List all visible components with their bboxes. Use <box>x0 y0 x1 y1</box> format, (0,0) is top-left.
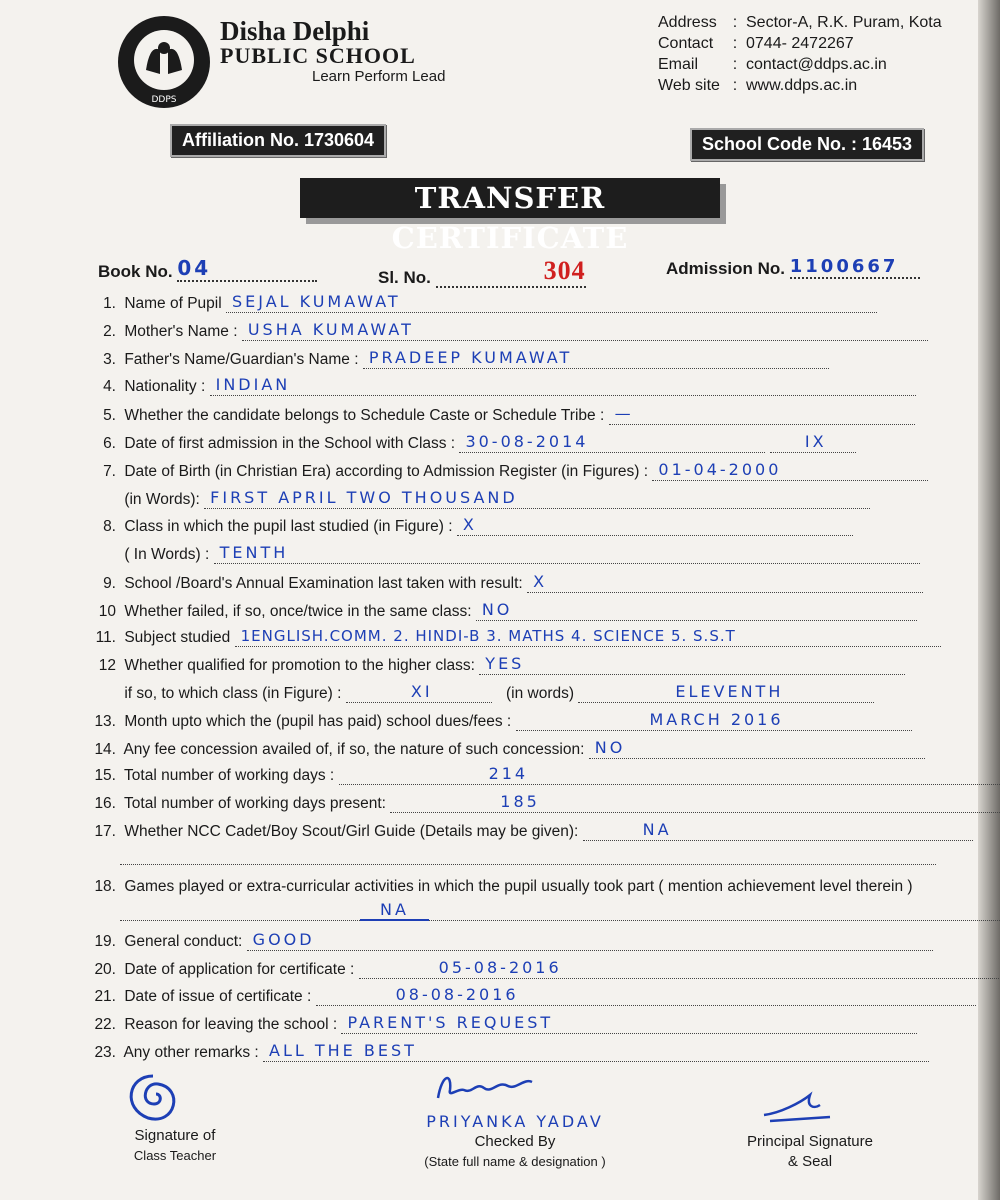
field-value: 05-08-2016 <box>438 958 562 977</box>
field-number: 12 <box>98 657 116 674</box>
field-label: Total number of working days : <box>124 767 335 784</box>
field-failed <box>80 600 940 621</box>
contact-row: Web site : www.ddps.ac.in <box>658 77 858 94</box>
field-fee-concession <box>80 738 940 759</box>
principal-signature <box>730 1132 890 1172</box>
field-number: 9. <box>103 575 116 592</box>
field-ncc-continuation <box>120 846 936 865</box>
signature-label: Class Teacher <box>133 1148 217 1163</box>
field-games-continuation <box>120 900 1000 921</box>
field-number: 14. <box>94 741 116 758</box>
field-label: Father's Name/Guardian's Name : <box>124 351 359 368</box>
field-value: NO <box>481 600 513 619</box>
scan-edge <box>978 0 1000 1200</box>
book-no <box>98 256 317 282</box>
admission-no-value: 1100667 <box>789 256 899 277</box>
contact-label: Web site <box>658 77 720 94</box>
field-label: Whether NCC Cadet/Boy Scout/Girl Guide (Details may be given): <box>124 823 579 840</box>
signature-label: & Seal <box>787 1153 833 1170</box>
field-value: ELEVENTH <box>675 682 784 701</box>
field-label: Nationality : <box>124 378 206 395</box>
field-number: 5. <box>103 407 116 424</box>
field-annual-exam <box>80 572 940 593</box>
contact-value: contact@ddps.ac.in <box>746 56 887 73</box>
field-last-class <box>80 515 940 536</box>
field-working-days <box>80 764 940 785</box>
contact-row: Contact : 0744- 2472267 <box>658 35 854 52</box>
school-name-line2: PUBLIC SCHOOL <box>220 43 416 68</box>
field-value: 30-08-2014 <box>465 432 589 451</box>
field-label: Any other remarks : <box>123 1044 259 1061</box>
contact-value: 0744- 2472267 <box>746 35 854 52</box>
field-label: Name of Pupil <box>124 295 222 312</box>
school-name <box>220 18 445 85</box>
admission-no-label: Admission No. <box>666 259 786 278</box>
principal-signature-mark <box>760 1085 840 1125</box>
field-issue-date <box>80 985 940 1006</box>
field-value: FIRST APRIL TWO THOUSAND <box>210 488 518 507</box>
signature-note: (State full name & designation ) <box>424 1154 606 1169</box>
field-promotion-class <box>80 682 940 703</box>
field-value: PARENT'S REQUEST <box>347 1013 554 1032</box>
field-label: Date of issue of certificate : <box>124 988 312 1005</box>
field-dob-figures <box>80 460 940 481</box>
field-value: NO <box>594 738 626 757</box>
field-promotion <box>80 654 940 675</box>
field-number: 22. <box>94 1016 116 1033</box>
field-value: SEJAL KUMAWAT <box>231 292 401 311</box>
field-leaving-reason <box>80 1013 940 1034</box>
contact-label: Email <box>658 56 699 73</box>
field-number: 23. <box>94 1044 116 1061</box>
contact-value: www.ddps.ac.in <box>746 77 858 94</box>
field-label: Class in which the pupil last studied (in Figure) : <box>124 518 453 535</box>
field-value: TENTH <box>219 543 289 562</box>
logo-text: DDPS <box>151 95 177 105</box>
field-number: 16. <box>94 795 116 812</box>
field-value: INDIAN <box>215 375 291 394</box>
admission-no <box>666 256 920 279</box>
field-subjects <box>80 627 940 647</box>
contact-row: Email : contact@ddps.ac.in <box>658 56 887 73</box>
field-class-value: IX <box>804 432 827 451</box>
field-value: XI <box>410 682 433 701</box>
field-label: Reason for leaving the school : <box>124 1016 338 1033</box>
school-logo <box>116 14 212 110</box>
serial-no-value: 304 <box>543 256 586 285</box>
field-first-admission <box>80 432 940 453</box>
contact-label: Contact <box>658 35 714 52</box>
field-label: Date of Birth (in Christian Era) according to Admission Register (in Figures) : <box>124 463 649 480</box>
field-number: 15. <box>94 767 116 784</box>
field-label: (in words) <box>506 685 575 702</box>
field-father-name <box>80 348 940 369</box>
field-value: X <box>462 515 477 534</box>
book-no-label: Book No. <box>98 262 173 281</box>
field-value: X <box>533 572 548 591</box>
field-number: 2. <box>103 323 116 340</box>
signature-label: Checked By <box>474 1133 556 1150</box>
field-value: 185 <box>500 792 540 811</box>
field-number: 13. <box>94 713 116 730</box>
book-no-value: 04 <box>177 256 212 280</box>
field-value: PRADEEP KUMAWAT <box>368 348 573 367</box>
field-label: (in Words): <box>124 491 200 508</box>
field-remarks <box>80 1041 940 1062</box>
field-value: 08-08-2016 <box>395 985 519 1004</box>
field-value: ALL THE BEST <box>269 1041 417 1060</box>
field-number: 19. <box>94 933 116 950</box>
field-label: Total number of working days present: <box>124 795 386 812</box>
field-number: 7. <box>103 463 116 480</box>
field-number: 8. <box>103 518 116 535</box>
field-label: Whether failed, if so, once/twice in the same class: <box>124 603 472 620</box>
contact-value: Sector-A, R.K. Puram, Kota <box>746 14 942 31</box>
field-days-present <box>80 792 940 813</box>
field-number: 11. <box>95 629 116 646</box>
contact-row: Address : Sector-A, R.K. Puram, Kota <box>658 14 942 31</box>
field-pupil-name <box>80 292 940 313</box>
field-number: 20. <box>94 961 116 978</box>
field-label: Games played or extra-curricular activities in which the pupil usually took part ( mention achievement level therein ) <box>124 878 913 895</box>
signature-label: Principal Signature <box>747 1133 873 1150</box>
class-teacher-signature <box>120 1126 230 1166</box>
field-label: Date of application for certificate : <box>124 961 355 978</box>
field-number: 4. <box>103 378 116 395</box>
certificate-title: TRANSFER CERTIFICATE <box>300 178 720 218</box>
field-label: if so, to which class (in Figure) : <box>124 685 342 702</box>
field-dob-words <box>80 488 940 509</box>
field-label: ( In Words) : <box>124 546 210 563</box>
field-value: 01-04-2000 <box>658 460 782 479</box>
field-mother-name <box>80 320 940 341</box>
school-code-badge: School Code No. : 16453 <box>690 128 924 161</box>
field-value: MARCH 2016 <box>649 710 784 729</box>
school-name-line1: Disha Delphi <box>220 16 370 46</box>
field-number: 3. <box>103 351 116 368</box>
contact-label: Address <box>658 14 717 31</box>
field-nationality <box>80 375 940 396</box>
field-games <box>80 878 940 896</box>
field-label: Mother's Name : <box>124 323 238 340</box>
class-teacher-signature-mark <box>118 1068 188 1130</box>
field-value: NA <box>360 900 429 921</box>
field-number: 6. <box>103 435 116 452</box>
field-label: Date of first admission in the School with Class : <box>124 435 456 452</box>
signature-label: Signature of <box>134 1127 216 1144</box>
field-value: USHA KUMAWAT <box>247 320 414 339</box>
field-number: 1. <box>103 295 116 312</box>
checker-name: PRIYANKA YADAV <box>426 1112 604 1131</box>
field-ncc <box>80 820 940 841</box>
serial-no-label: Sl. No. <box>378 268 431 287</box>
field-label: School /Board's Annual Examination last taken with result: <box>124 575 523 592</box>
field-label: Whether the candidate belongs to Schedule Caste or Schedule Tribe : <box>124 407 605 424</box>
field-value: YES <box>485 654 525 673</box>
field-value: GOOD <box>252 930 315 949</box>
checker-signature-mark <box>428 1068 548 1108</box>
field-dues-paid <box>80 710 940 731</box>
field-label: General conduct: <box>124 933 243 950</box>
field-value: 214 <box>488 764 529 783</box>
field-caste <box>80 404 940 425</box>
field-number: 18. <box>94 878 116 895</box>
field-value: 1ENGLISH.COMM. 2. HINDI-B 3. MATHS 4. SCIENCE 5. S.S.T <box>240 627 736 645</box>
field-label: Subject studied <box>124 629 231 646</box>
serial-no <box>378 256 586 288</box>
field-last-class-words <box>80 543 940 564</box>
school-tagline: Learn Perform Lead <box>312 68 446 85</box>
field-number: 17. <box>94 823 116 840</box>
field-label: Whether qualified for promotion to the higher class: <box>124 657 475 674</box>
field-label: Any fee concession availed of, if so, the nature of such concession: <box>123 741 585 758</box>
affiliation-badge: Affiliation No. 1730604 <box>170 124 386 157</box>
checked-by-signature <box>390 1112 640 1172</box>
field-value: NA <box>642 820 672 839</box>
field-number: 21. <box>94 988 116 1005</box>
field-number: 10 <box>98 603 116 620</box>
field-application-date <box>80 958 940 979</box>
field-value: — <box>614 404 634 423</box>
field-conduct <box>80 930 940 951</box>
contact-block <box>658 12 942 96</box>
field-label: Month upto which the (pupil has paid) school dues/fees : <box>124 713 512 730</box>
